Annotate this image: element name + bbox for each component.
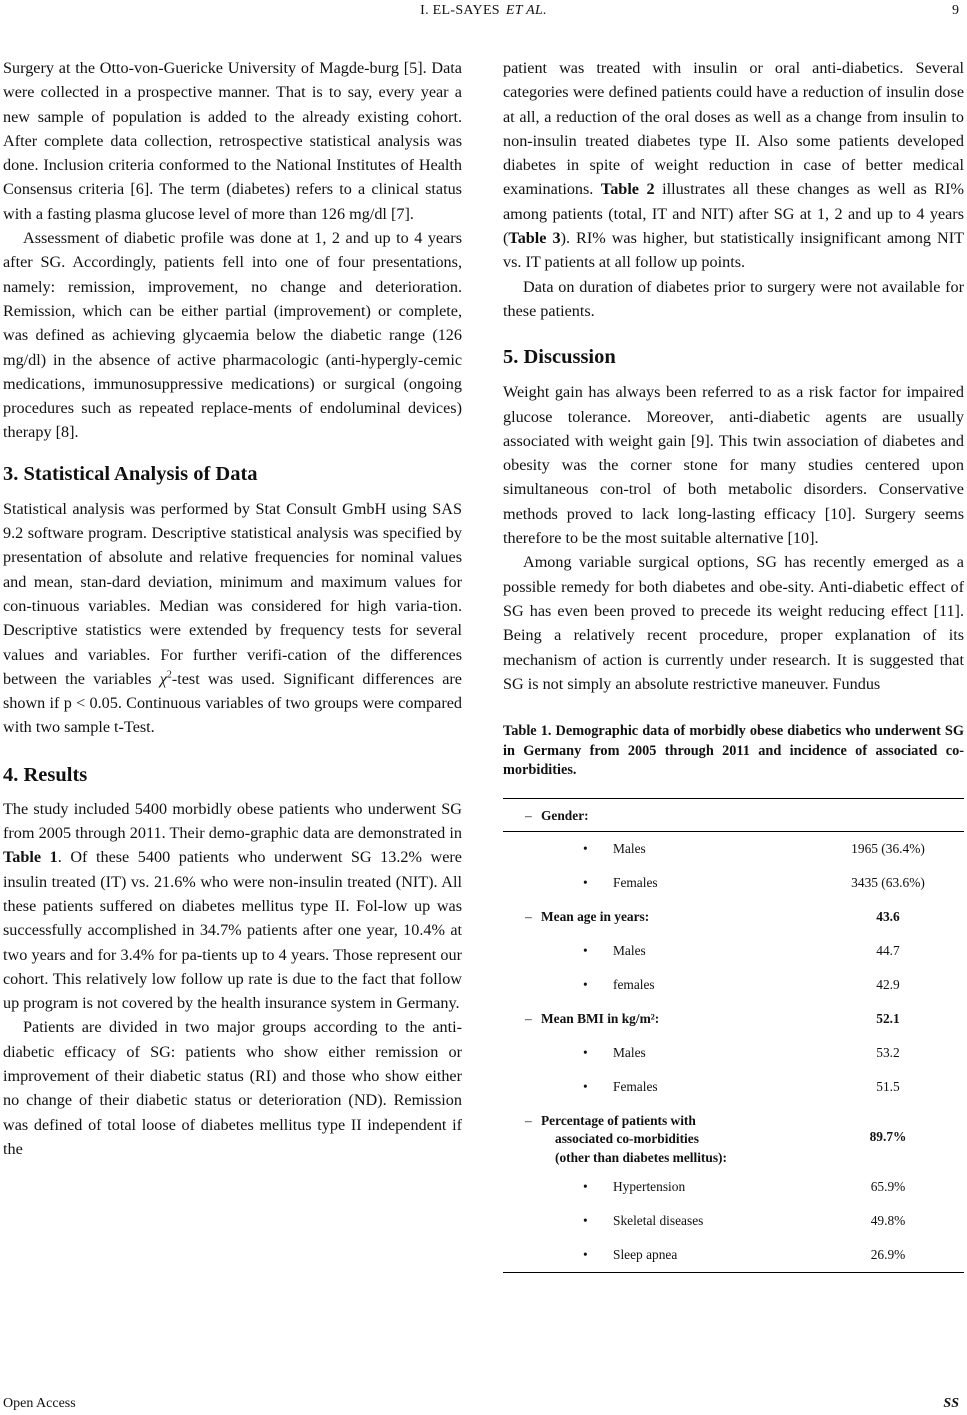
bullet-marker: • xyxy=(583,942,588,958)
right-column xyxy=(503,56,964,1273)
table-cell-value: 53.2 xyxy=(876,1044,900,1060)
bullet-marker: • xyxy=(583,874,588,890)
chi-symbol: χ xyxy=(159,669,167,688)
header-author: I. EL-SAYES xyxy=(420,3,500,18)
bullet-marker: • xyxy=(583,976,588,992)
dash-marker: – xyxy=(525,908,532,924)
table-reference-link[interactable]: Table 2 xyxy=(600,180,655,199)
dash-marker: – xyxy=(525,1112,532,1128)
table-reference-link[interactable]: Table 1 xyxy=(3,848,58,867)
paragraph-groups: Patients are divided in two major groups according to the anti-diabetic efficacy of SG: patients who show either remission or improvement of their diabetic status (RI) and those who show either no change of their diabetic status or deterioration (ND). Remission was defined of total loose of diabetes mellitus type II independent if the xyxy=(3,1018,462,1158)
running-header xyxy=(0,0,967,26)
page-number: 9 xyxy=(952,3,959,18)
paragraph-statistics: Statistical analysis was performed by Stat Consult GmbH using SAS 9.2 software program. Descriptive statistical analysis was specified by presentation of absolute and relative frequencies for nominal values and mean, stan-dard deviation, minimum and maximum values for con-tinuous variables. Median was considered for high varia-tion. Descriptive statistics were extended by frequency tests for several values and variables. For further verifi-cation of the differences between the variables $\chi^2$-test was used. Significant differences are shown if p < 0.05. Continuous variables of two groups were compared with two sample t-Test. xyxy=(3,499,462,737)
open-access-label: Open Access xyxy=(3,1396,76,1411)
journal-abbreviation: SS xyxy=(943,1396,959,1411)
table-cell-value: 89.7% xyxy=(869,1128,907,1144)
bullet-marker: • xyxy=(583,1212,588,1228)
table-cell-value: 65.9% xyxy=(870,1178,906,1194)
table-row: • Females 3435 (63.6%) xyxy=(503,866,964,900)
table-reference-link[interactable]: Table 3 xyxy=(508,229,561,248)
paragraph-methods-continued: Surgery at the Otto-von-Guericke University of Magde-burg [5]. Data were collected in a prospective manner. That is to say, every year a new sample of population is added to the already existing cohort. After complete data collection, retrospective statistical analysis was done. Inclusion criteria conformed to the National Institutes of Health Consensus criteria [6]. The term (diabetes) refers to a clinical status with a fasting plasma glucose level of more than 126 mg/dl [7]. xyxy=(3,59,462,223)
table-cell-value: 3435 (63.6%) xyxy=(851,874,925,890)
table-cell-value: 1965 (36.4%) xyxy=(851,840,925,856)
table-cell-value: 42.9 xyxy=(876,976,900,992)
table-row: – Percentage of patients with associated co-morbidities (other than diabetes mellitus): 89.7% xyxy=(503,1104,964,1170)
section-heading-discussion: 5. Discussion xyxy=(503,346,616,369)
table-cell-value: 26.9% xyxy=(870,1246,906,1262)
demographics-table xyxy=(503,798,964,1273)
paragraph-results-continued: patient was treated with insulin or oral anti-diabetics. Several categories were defined patients could have a reduction of insulin dose at all, a reduction of the oral doses as well as a change from insulin to non-insulin treated diabetes type II. Also some patients developed diabetes in spite of weight reduction in case of better medical examinations. Table 2 illustrates all these changes as well as RI% among patients (total, IT and NIT) after SG at 1, 2 and up to 4 years (Table 3). RI% was higher, but statistically insignificant among NIT vs. IT patients at all follow up points. xyxy=(503,59,965,272)
table-row: • Females 51.5 xyxy=(503,1070,964,1104)
paragraph-discussion-2: Among variable surgical options, SG has recently emerged as a possible remedy for both diabetes and obe-sity. Anti-diabetic effect of SG has even been proved to precede its weight reducing effect [11]. Being a relatively recent procedure, proper explanation of its mechanism of action is currently under research. It is suggested that SG is not simply an absolute restrictive maneuver. Fundus xyxy=(503,553,964,693)
dash-marker: – xyxy=(525,807,532,823)
paragraph-results: The study included 5400 morbidly obese patients who underwent SG from 2005 through 2011. Their demo-graphic data are demonstrated in Table 1. Of these 5400 patients who underwent SG 13.2% were insulin treated (IT) vs. 21.6% who were non-insulin treated (NIT). All these patients suffered on diabetes mellitus type II. Fol-low up was successfully accomplished in 34.7% patients after one year, 10.4% at two years and for 3.4% for pa-tients up to 4 years. Those represent our cohort. This relatively low follow up rate is due to the fact that follow up program is not covered by the health insurance system in Germany. xyxy=(3,799,462,1013)
left-column xyxy=(3,56,462,1161)
table-row: • Skeletal diseases 49.8% xyxy=(503,1204,964,1238)
table-cell-value: 43.6 xyxy=(876,908,900,924)
table-row: • Males 1965 (36.4%) xyxy=(503,832,964,866)
bullet-marker: • xyxy=(583,1178,588,1194)
section-heading-statistics: 3. Statistical Analysis of Data xyxy=(3,462,258,485)
section-heading-results: 4. Results xyxy=(3,763,88,786)
dash-marker: – xyxy=(525,1010,532,1026)
table-row: • Sleep apnea 26.9% xyxy=(503,1238,964,1272)
table-cell-value: 52.1 xyxy=(876,1010,900,1026)
table-row: • females 42.9 xyxy=(503,968,964,1002)
header-title xyxy=(0,3,967,19)
bullet-marker: • xyxy=(583,1078,588,1094)
table-row: • Hypertension 65.9% xyxy=(503,1170,964,1204)
table-row: – Mean BMI in kg/m²: 52.1 xyxy=(503,1002,964,1036)
table-cell-value: 44.7 xyxy=(876,942,900,958)
bullet-marker: • xyxy=(583,1044,588,1060)
bullet-marker: • xyxy=(583,840,588,856)
table-caption: Table 1. Demographic data of morbidly obese diabetics who underwent SG in Germany from 2005 through 2011 and incidence of associated co-morbidities. xyxy=(503,723,964,779)
header-etal: ET AL. xyxy=(505,3,547,18)
table-cell-value: 49.8% xyxy=(870,1212,906,1228)
paragraph-discussion-1: Weight gain has always been referred to as a risk factor for impaired glucose tolerance. Moreover, anti-diabetic agents are usually associated with weight gain [9]. This twin association of diabetes and obesity was the corner stone for many studies centered upon simultaneous con-trol of both metabolic disorders. Conservative methods proved to lack long-lasting efficacy [10]. Surgery seems therefore to be the most suitable alternative [10]. xyxy=(503,383,964,548)
table-row: – Gender: xyxy=(503,799,964,832)
table-cell-value: 51.5 xyxy=(876,1078,900,1094)
table-row: • Males 44.7 xyxy=(503,934,964,968)
table-row: • Males 53.2 xyxy=(503,1036,964,1070)
paragraph-assessment: Assessment of diabetic profile was done at 1, 2 and up to 4 years after SG. Accordingly, patients fell into one of four presentations, namely: remission, improvement, no change and deterioration. Remission, which can be either partial (improvement) or complete, was defined as achieving glycaemia below the diabetic range (126 mg/dl) in the absence of active pharmacologic (anti-hypergly-cemic medications, immunosuppressive medications) or surgical (ongoing procedures such as repeated replace-ments of endoluminal devices) therapy [8]. xyxy=(3,229,462,442)
paragraph-duration: Data on duration of diabetes prior to surgery were not available for these patients. xyxy=(503,277,964,320)
bullet-marker: • xyxy=(583,1246,588,1262)
table-row: – Mean age in years: 43.6 xyxy=(503,900,964,934)
